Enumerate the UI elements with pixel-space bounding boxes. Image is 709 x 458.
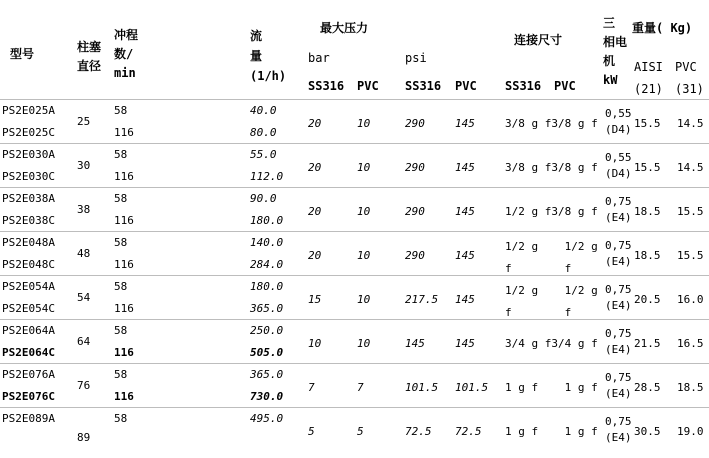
bar-ss316-cell: 20 bbox=[308, 205, 322, 218]
header-bar-ss316: SS316 bbox=[308, 79, 345, 93]
psi-ss316-cell: 72.5 bbox=[405, 425, 432, 438]
weight-aisi-cell: 28.5 bbox=[634, 381, 661, 394]
model-cell: PS2E048A bbox=[2, 236, 55, 249]
weight-aisi-cell: 20.5 bbox=[634, 293, 661, 306]
row-divider bbox=[0, 319, 709, 320]
bar-pvc-cell: 7 bbox=[357, 381, 364, 394]
header-psi: psi bbox=[405, 51, 427, 65]
psi-ss316-cell: 290 bbox=[405, 117, 425, 130]
flow-cell: 112.0 bbox=[250, 170, 284, 183]
psi-ss316-cell: 290 bbox=[405, 249, 425, 262]
flow-cell: 80.0 bbox=[250, 126, 277, 139]
stroke-cell: 58 bbox=[114, 192, 128, 205]
motor-cell: 0,75 (E4) bbox=[605, 195, 632, 224]
stroke-cell: 116 bbox=[114, 126, 134, 139]
header-weight-aisi: AISI (21) bbox=[634, 60, 663, 96]
bore-cell: 54 bbox=[77, 291, 91, 304]
bore-cell: 76 bbox=[77, 379, 91, 392]
model-cell: PS2E054A bbox=[2, 280, 55, 293]
stroke-cell: 58 bbox=[114, 148, 128, 161]
bar-ss316-cell: 10 bbox=[308, 337, 322, 350]
bar-ss316-cell: 15 bbox=[308, 293, 322, 306]
connection-cell: 3/8 g f3/8 g f bbox=[505, 117, 598, 130]
motor-cell: 0,75 (E4) bbox=[605, 239, 632, 268]
stroke-cell: 116 bbox=[114, 346, 134, 359]
flow-cell: 40.0 bbox=[250, 104, 277, 117]
weight-pvc-cell: 16.0 bbox=[677, 293, 704, 306]
model-cell: PS2E054C bbox=[2, 302, 55, 315]
model-cell: PS2E064C bbox=[2, 346, 55, 359]
psi-pvc-cell: 101.5 bbox=[455, 381, 489, 394]
connection-cell: 3/4 g f3/4 g f bbox=[505, 337, 598, 350]
stroke-cell: 58 bbox=[114, 104, 128, 117]
bar-ss316-cell: 20 bbox=[308, 249, 322, 262]
weight-aisi-cell: 21.5 bbox=[634, 337, 661, 350]
header-bore: 柱塞 直径 bbox=[77, 40, 102, 73]
header-connection: 连接尺寸 bbox=[514, 33, 563, 47]
model-cell: PS2E048C bbox=[2, 258, 55, 271]
row-divider bbox=[0, 231, 709, 232]
psi-pvc-cell: 145 bbox=[455, 205, 475, 218]
weight-aisi-cell: 30.5 bbox=[634, 425, 661, 438]
bore-cell: 89 bbox=[77, 431, 91, 444]
header-weight-pvc: PVC (31) bbox=[675, 60, 704, 96]
row-divider bbox=[0, 363, 709, 364]
header-bar: bar bbox=[308, 51, 330, 65]
motor-cell: 0,55 (D4) bbox=[605, 151, 632, 180]
weight-pvc-cell: 14.5 bbox=[677, 161, 704, 174]
model-cell: PS2E038A bbox=[2, 192, 55, 205]
stroke-cell: 58 bbox=[114, 412, 128, 425]
row-divider bbox=[0, 275, 709, 276]
bore-cell: 64 bbox=[77, 335, 91, 348]
psi-ss316-cell: 290 bbox=[405, 205, 425, 218]
bar-pvc-cell: 10 bbox=[357, 337, 371, 350]
stroke-cell: 116 bbox=[114, 170, 134, 183]
header-conn-ss316: SS316 bbox=[505, 79, 542, 93]
row-divider bbox=[0, 99, 709, 100]
motor-cell: 0,75 (E4) bbox=[605, 283, 632, 312]
flow-cell: 365.0 bbox=[250, 302, 284, 315]
weight-pvc-cell: 15.5 bbox=[677, 205, 704, 218]
model-cell: PS2E030C bbox=[2, 170, 55, 183]
bore-cell: 48 bbox=[77, 247, 91, 260]
header-bar-pvc: PVC bbox=[357, 79, 379, 93]
bar-ss316-cell: 5 bbox=[308, 425, 315, 438]
flow-cell: 140.0 bbox=[250, 236, 284, 249]
row-divider bbox=[0, 187, 709, 188]
connection-cell: 3/8 g f3/8 g f bbox=[505, 161, 598, 174]
psi-ss316-cell: 290 bbox=[405, 161, 425, 174]
row-divider bbox=[0, 407, 709, 408]
header-model: 型号 bbox=[10, 47, 35, 61]
flow-cell: 250.0 bbox=[250, 324, 284, 337]
stroke-cell: 116 bbox=[114, 390, 134, 403]
weight-pvc-cell: 18.5 bbox=[677, 381, 704, 394]
bar-pvc-cell: 10 bbox=[357, 161, 371, 174]
header-psi-pvc: PVC bbox=[455, 79, 477, 93]
motor-cell: 0,75 (E4) bbox=[605, 327, 632, 356]
psi-pvc-cell: 145 bbox=[455, 293, 475, 306]
bar-pvc-cell: 10 bbox=[357, 293, 371, 306]
bar-pvc-cell: 5 bbox=[357, 425, 364, 438]
header-psi-ss316: SS316 bbox=[405, 79, 442, 93]
stroke-cell: 116 bbox=[114, 302, 134, 315]
psi-pvc-cell: 145 bbox=[455, 161, 475, 174]
header-flow: 流 量 (1/h) bbox=[250, 29, 287, 83]
header-conn-pvc: PVC bbox=[554, 79, 576, 93]
weight-pvc-cell: 16.5 bbox=[677, 337, 704, 350]
weight-aisi-cell: 18.5 bbox=[634, 205, 661, 218]
flow-cell: 284.0 bbox=[250, 258, 284, 271]
bar-pvc-cell: 10 bbox=[357, 249, 371, 262]
flow-cell: 495.0 bbox=[250, 412, 284, 425]
connection-cell: 1/2 g 1/2 g f f bbox=[505, 240, 598, 275]
motor-cell: 0,55 (D4) bbox=[605, 107, 632, 136]
psi-ss316-cell: 145 bbox=[405, 337, 425, 350]
model-cell: PS2E030A bbox=[2, 148, 55, 161]
flow-cell: 90.0 bbox=[250, 192, 277, 205]
flow-cell: 505.0 bbox=[250, 346, 284, 359]
bar-ss316-cell: 20 bbox=[308, 117, 322, 130]
flow-cell: 365.0 bbox=[250, 368, 284, 381]
weight-aisi-cell: 15.5 bbox=[634, 117, 661, 130]
model-cell: PS2E089A bbox=[2, 412, 55, 425]
model-cell: PS2E076A bbox=[2, 368, 55, 381]
header-motor: 三 相电 机 kW bbox=[603, 16, 628, 87]
bar-pvc-cell: 10 bbox=[357, 205, 371, 218]
psi-pvc-cell: 72.5 bbox=[455, 425, 482, 438]
flow-cell: 730.0 bbox=[250, 390, 284, 403]
stroke-cell: 116 bbox=[114, 258, 134, 271]
psi-pvc-cell: 145 bbox=[455, 117, 475, 130]
stroke-cell: 58 bbox=[114, 280, 128, 293]
row-divider bbox=[0, 143, 709, 144]
weight-pvc-cell: 15.5 bbox=[677, 249, 704, 262]
model-cell: PS2E038C bbox=[2, 214, 55, 227]
flow-cell: 55.0 bbox=[250, 148, 277, 161]
flow-cell: 180.0 bbox=[250, 280, 284, 293]
bar-pvc-cell: 10 bbox=[357, 117, 371, 130]
psi-ss316-cell: 101.5 bbox=[405, 381, 439, 394]
connection-cell: 1 g f 1 g f bbox=[505, 381, 598, 394]
stroke-cell: 116 bbox=[114, 214, 134, 227]
weight-aisi-cell: 15.5 bbox=[634, 161, 661, 174]
model-cell: PS2E076C bbox=[2, 390, 55, 403]
connection-cell: 1/2 g f3/8 g f bbox=[505, 205, 598, 218]
stroke-cell: 58 bbox=[114, 236, 128, 249]
model-cell: PS2E025C bbox=[2, 126, 55, 139]
connection-cell: 1/2 g 1/2 g f f bbox=[505, 284, 598, 319]
stroke-cell: 58 bbox=[114, 324, 128, 337]
model-cell: PS2E064A bbox=[2, 324, 55, 337]
connection-cell: 1 g f 1 g f bbox=[505, 425, 598, 438]
flow-cell: 180.0 bbox=[250, 214, 284, 227]
motor-cell: 0,75 (E4) bbox=[605, 371, 632, 400]
bore-cell: 30 bbox=[77, 159, 91, 172]
bore-cell: 25 bbox=[77, 115, 91, 128]
model-cell: PS2E025A bbox=[2, 104, 55, 117]
psi-pvc-cell: 145 bbox=[455, 337, 475, 350]
motor-cell: 0,75 (E4) bbox=[605, 415, 632, 444]
weight-pvc-cell: 14.5 bbox=[677, 117, 704, 130]
bar-ss316-cell: 7 bbox=[308, 381, 315, 394]
psi-ss316-cell: 217.5 bbox=[405, 293, 439, 306]
header-max-pressure: 最大压力 bbox=[320, 21, 369, 35]
bore-cell: 38 bbox=[77, 203, 91, 216]
weight-pvc-cell: 19.0 bbox=[677, 425, 704, 438]
bar-ss316-cell: 20 bbox=[308, 161, 322, 174]
header-weight: 重量( Kg) bbox=[632, 21, 693, 35]
header-stroke: 冲程 数/ min bbox=[114, 28, 139, 80]
stroke-cell: 58 bbox=[114, 368, 128, 381]
psi-pvc-cell: 145 bbox=[455, 249, 475, 262]
weight-aisi-cell: 18.5 bbox=[634, 249, 661, 262]
